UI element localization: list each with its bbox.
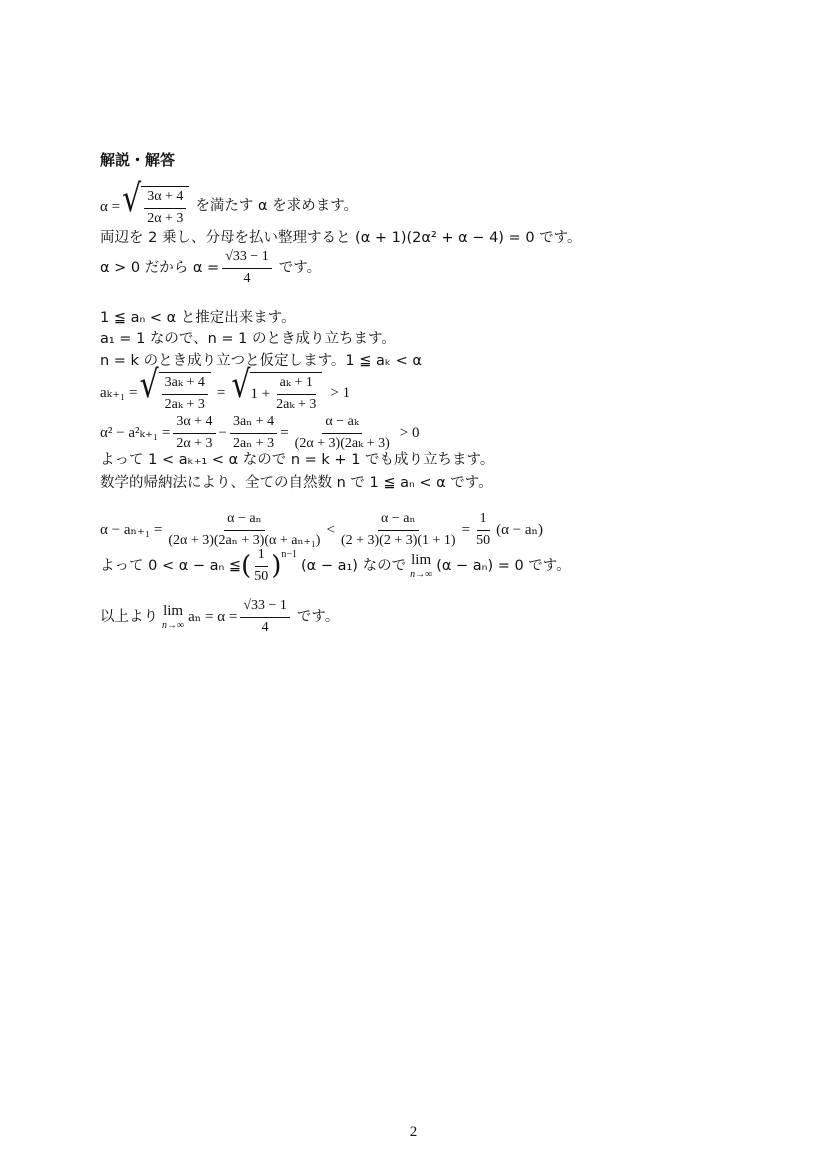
equation-limit-zero [100,547,571,586]
line-conclusion-induction: 数学的帰納法により、全ての自然数 n で 1 ≦ aₙ < α です。 [100,475,493,491]
fraction-numerator: 3aₖ + 4 [162,375,208,395]
alpha-lhs: α = [100,198,121,215]
fraction [473,511,493,550]
page-number: 2 [409,1124,418,1140]
fraction-denominator: 50 [476,532,491,548]
equals-sign: = [280,425,289,442]
fraction [144,189,186,228]
lhs: α − aₙ₊₁ = [100,522,163,539]
line-text: (α − a₁) なので [301,557,407,574]
sqrt-expression [231,363,322,414]
line-text: です。 [278,259,322,276]
line-base-case: a₁ = 1 なので、n = 1 のとき成り立ちます。 [100,331,396,347]
line-square-both-sides: 両辺を 2 乗し、分母を払い整理すると (α + 1)(2α² + α − 4) = 0 です。 [100,230,582,246]
line-inductive-step: よって 1 < aₖ₊₁ < α なので n = k + 1 でも成り立ちます。 [100,452,495,468]
right-paren: ) [271,551,282,582]
fraction-denominator: (2 + 3)(2 + 3)(1 + 1) [340,532,456,548]
rhs: > 1 [330,384,351,401]
fraction-numerator: √33 − 1 [222,249,272,269]
fraction-denominator: 2α + 3 [176,435,213,451]
fraction-denominator: 2aₖ + 3 [276,396,317,412]
minus-sign: − [218,425,228,442]
line-text: を満たす α を求めます。 [195,198,359,215]
fraction-denominator: 2aₙ + 3 [233,435,275,451]
fraction-numerator: 3α + 4 [173,414,215,434]
line-text: よって 0 < α − aₙ ≦ [100,557,242,574]
lhs: aₖ₊₁ = [100,384,138,401]
fraction [292,414,393,453]
equation-difference [100,414,419,453]
fraction [338,511,459,550]
line-text: です。 [296,608,340,625]
equation-alpha-definition [100,177,359,228]
fraction [173,414,215,453]
lim-label: lim [411,552,432,569]
fraction [251,547,271,586]
line-text: α > 0 だから α = [100,259,220,276]
limit-operator [410,551,432,581]
line-conjecture: 1 ≦ aₙ < α と推定出来ます。 [100,310,296,326]
rhs: > 0 [399,425,420,442]
fraction-denominator: 2α + 3 [147,210,184,226]
equals-sign: = [461,522,471,539]
lhs: α² − a²ₖ₊₁ = [100,425,171,442]
radical-sign: √ [231,363,251,407]
fraction-denominator: 2aₖ + 3 [164,396,205,412]
lim-subscript: n→∞ [162,620,185,632]
fraction-denominator: (2α + 3)(2aₖ + 3) [294,435,390,451]
term: 1 + [250,386,271,403]
equation-final-answer [100,598,339,637]
fraction-numerator: α − aₙ [224,511,265,531]
fraction [222,249,272,288]
fraction-numerator: 1 [255,547,268,567]
fraction [240,598,290,637]
fraction-denominator: (2α + 3)(2aₙ + 3)(α + aₙ₊₁) [168,532,321,548]
fraction-numerator: 3aₙ + 4 [230,414,277,434]
lim-subscript: n→∞ [410,569,433,581]
fraction-denominator: 4 [243,270,251,286]
line-text: 以上より [100,608,158,625]
section-heading: 解説・解答 [100,151,176,169]
sqrt-expression [139,363,211,414]
radical-sign: √ [122,177,142,221]
fraction-numerator: 3α + 4 [144,189,186,209]
equation-bound [100,511,543,550]
rhs: (α − aₙ) [496,522,544,539]
limit-operator [162,602,184,632]
equation-recurrence [100,363,351,414]
fraction-numerator: 1 [477,511,490,531]
sqrt-expression [122,177,189,228]
less-than-sign: < [326,522,335,539]
fraction [230,414,277,453]
fraction-denominator: 4 [261,619,269,635]
line-text: (α − aₙ) = 0 です。 [436,557,571,574]
left-paren: ( [241,551,252,582]
line-hypothesis: n = k のとき成り立つと仮定します。1 ≦ aₖ < α [100,353,422,369]
fraction-denominator: 50 [254,568,269,584]
lim-label: lim [163,603,184,620]
fraction-numerator: α − aₖ [322,414,362,434]
fraction [162,375,208,414]
fraction-numerator: √33 − 1 [240,598,290,618]
term: aₙ = α = [188,609,238,626]
fraction-numerator: α − aₙ [378,511,419,531]
fraction [165,511,323,550]
fraction-numerator: aₖ + 1 [277,375,316,395]
exponent: n−1 [281,549,298,560]
radical-sign: √ [139,363,159,407]
equals-sign: = [216,384,226,401]
equation-alpha-value [100,249,321,288]
fraction [273,375,319,414]
